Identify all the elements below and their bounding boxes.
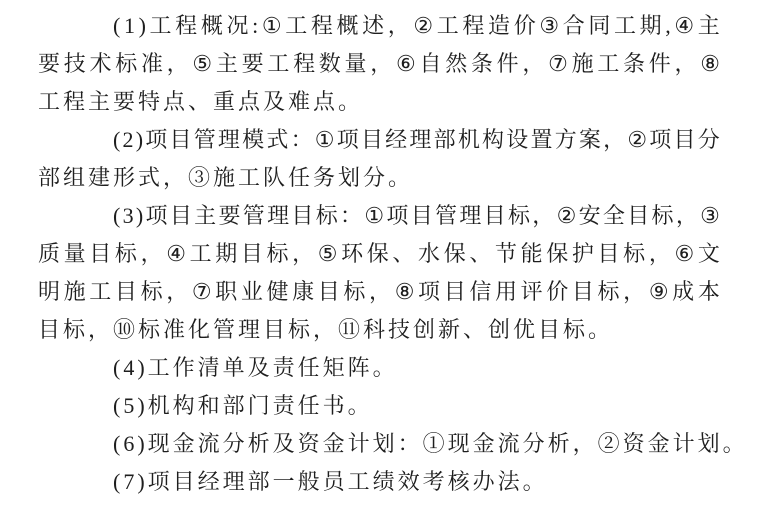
paragraph-line: (5)机构和部门责任书。 <box>113 393 373 418</box>
paragraph-item-5 <box>38 387 720 425</box>
paragraph-line: 工程主要特点、重点及难点。 <box>38 89 364 114</box>
paragraph-item-4 <box>38 349 720 387</box>
paragraph-item-6 <box>38 425 748 463</box>
paragraph-item-3 <box>38 197 720 349</box>
paragraph-line: ( 2 ) 项 目 管 理 模 式 ： ① 项 目 经 理 部 机 构 设 置 方 案 ， ② 项 目 分 <box>113 127 720 152</box>
paragraph-line: (4)工作清单及责任矩阵。 <box>113 355 398 380</box>
paragraph-line: 目标，⑩标准化管理目标，⑪科技创新、创优目标。 <box>38 317 614 342</box>
paragraph-item-1 <box>38 7 720 121</box>
paragraph-line: (7)项目经理部一般员工绩效考核办法。 <box>113 469 548 494</box>
paragraph-line: 明 施 工 目 标 ， ⑦ 职 业 健 康 目 标 ， ⑧ 项 目 信 用 评 价 目 标 ， ⑨ 成 本 <box>38 279 720 304</box>
paragraph-line: 要 技 术 标 准 ， ⑤ 主 要 工 程 数 量 ， ⑥ 自 然 条 件 ， ⑦ 施 工 条 件 ， ⑧ <box>38 51 720 76</box>
paragraph-line: (6)现金流分析及资金计划：①现金流分析，②资金计划。 <box>113 431 748 456</box>
paragraph-line: 部组建形式，③施工队任务划分。 <box>38 165 414 190</box>
paragraph-line: ( 3 ) 项 目 主 要 管 理 目 标 ： ① 项 目 管 理 目 标 ， ② 安 全 目 标 ， ③ <box>113 203 720 228</box>
paragraph-item-2 <box>38 121 720 197</box>
paragraph-item-7 <box>38 463 720 501</box>
paragraph-line: 质 量 目 标 ， ④ 工 期 目 标 ， ⑤ 环 保 、 水 保 、 节 能 保 护 目 标 ， ⑥ 文 <box>38 241 720 266</box>
paragraph-line: ( 1 ) 工 程 概 况 : ① 工 程 概 述 ， ② 工 程 造 价 ③ 合 同 工 期 , ④ 主 <box>113 13 720 38</box>
